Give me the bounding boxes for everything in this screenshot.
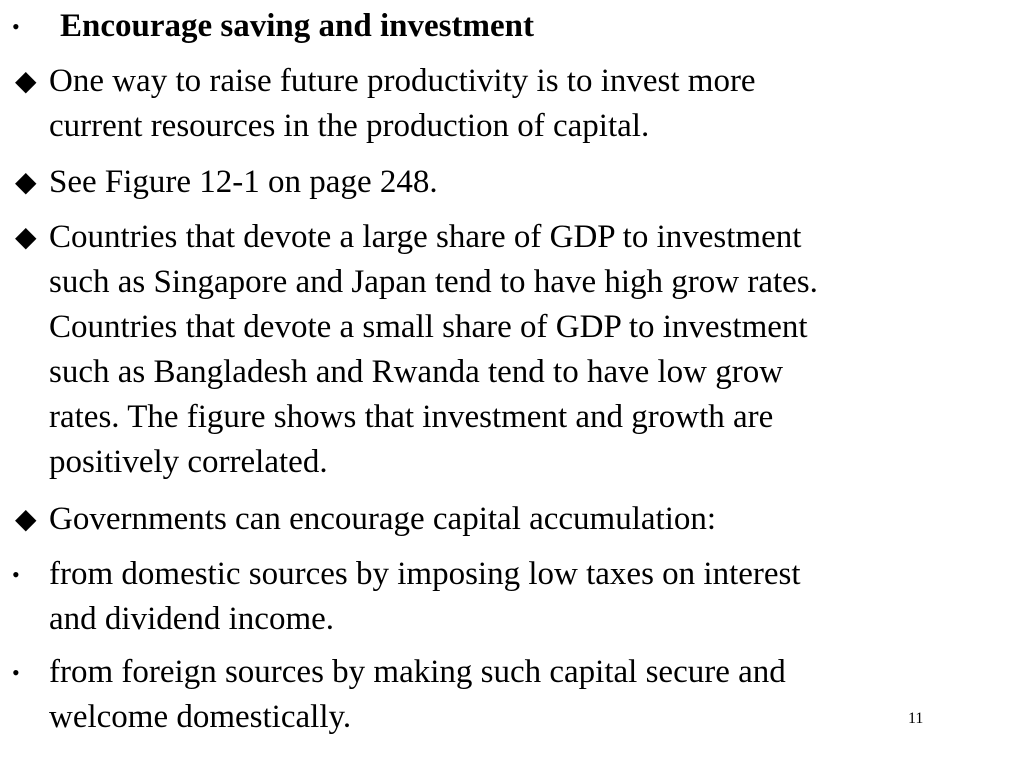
bullet-point-2 bbox=[0, 160, 1000, 205]
sub-bullet-1: • bbox=[12, 562, 20, 587]
sub-point-2-line-1: from foreign sources by making such capital secure and bbox=[49, 654, 786, 690]
diamond-bullet-icon: ◆ bbox=[15, 222, 37, 253]
point-3-line-6: positively correlated. bbox=[49, 444, 328, 480]
sub-point-2-line-2: welcome domestically. bbox=[49, 699, 352, 735]
point-4-line-1: Governments can encourage capital accumulation: bbox=[49, 501, 717, 537]
heading-text: Encourage saving and investment bbox=[60, 8, 534, 44]
sub-point-1-line-1: from domestic sources by imposing low taxes on interest bbox=[49, 556, 801, 592]
point-3-line-5: rates. The figure shows that investment and growth are bbox=[49, 399, 774, 435]
point-3-line-2: such as Singapore and Japan tend to have high grow rates. bbox=[49, 264, 818, 300]
sub-point-2 bbox=[0, 650, 1000, 740]
diamond-bullet-icon: ◆ bbox=[15, 66, 37, 97]
bullet-point-4 bbox=[0, 497, 1000, 542]
bullet-point-1 bbox=[0, 59, 1000, 149]
point-3-line-3: Countries that devote a small share of GDP to investment bbox=[49, 309, 808, 345]
sub-bullet-2: • bbox=[12, 660, 20, 685]
sub-point-1-line-2: and dividend income. bbox=[49, 601, 335, 637]
sub-point-1 bbox=[0, 552, 1000, 642]
diamond-bullet-icon: ◆ bbox=[15, 504, 37, 535]
heading-bullet: • bbox=[12, 14, 20, 39]
slide-heading bbox=[0, 4, 1000, 49]
point-1-line-2: current resources in the production of capital. bbox=[49, 108, 650, 144]
point-3-line-4: such as Bangladesh and Rwanda tend to have low grow bbox=[49, 354, 784, 390]
bullet-point-3 bbox=[0, 215, 1000, 485]
diamond-bullet-icon: ◆ bbox=[15, 167, 37, 198]
page-number: 11 bbox=[908, 710, 924, 727]
point-1-line-1: One way to raise future productivity is to invest more bbox=[49, 63, 756, 99]
point-3-line-1: Countries that devote a large share of GDP to investment bbox=[49, 219, 802, 255]
point-2-line-1: See Figure 12-1 on page 248. bbox=[49, 164, 438, 200]
